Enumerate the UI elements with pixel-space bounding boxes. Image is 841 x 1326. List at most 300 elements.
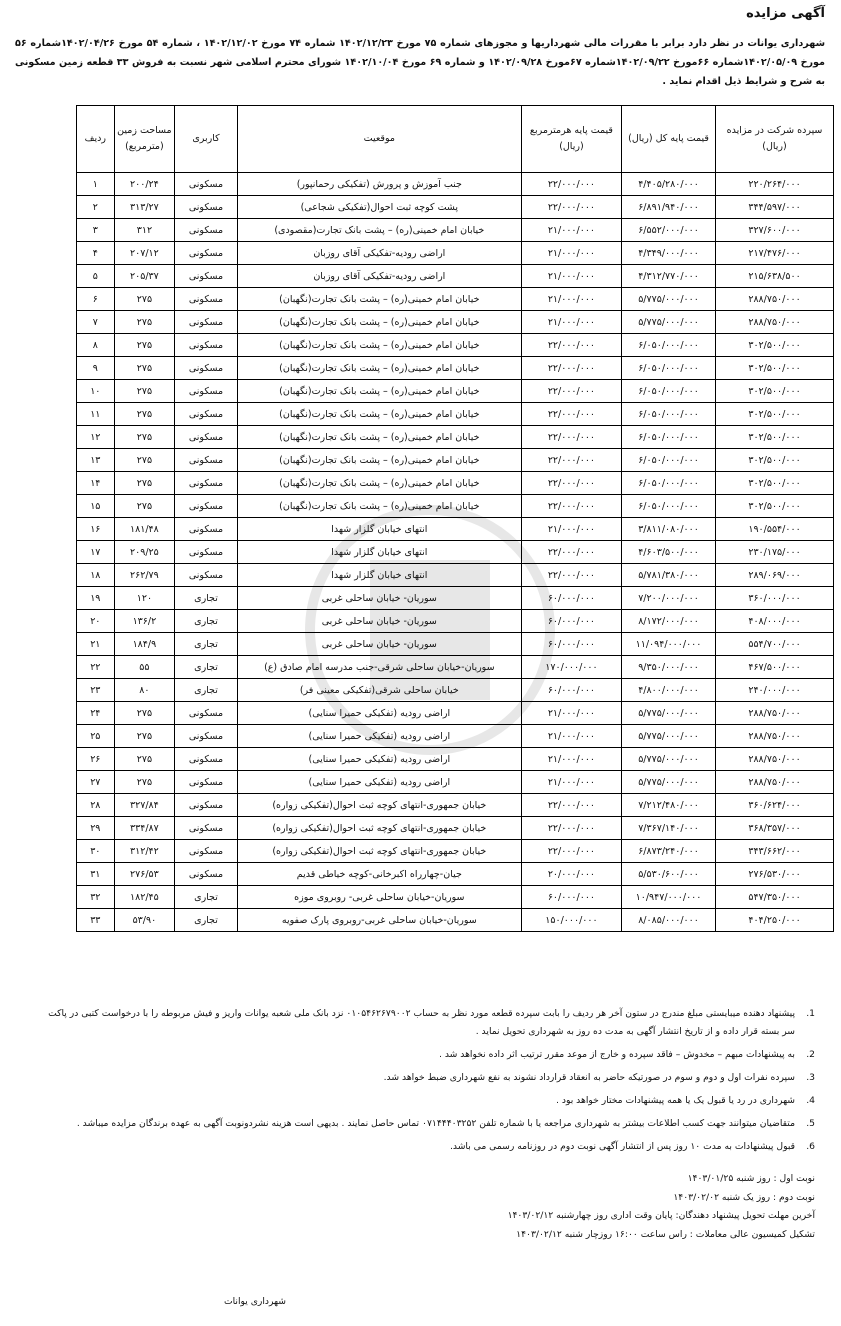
table-body	[77, 173, 834, 932]
deposit-cell: ۵۴۷/۳۵۰/۰۰۰	[716, 886, 834, 909]
location-cell: سوریان-خیابان ساحلی غربی- روبروی موزه	[237, 886, 521, 909]
usage-cell: تجاری	[175, 679, 238, 702]
header-row: ردیف	[77, 106, 115, 173]
table-row	[77, 288, 834, 311]
deposit-cell: ۲۱۵/۶۳۸/۵۰۰	[716, 265, 834, 288]
deposit-cell: ۳۰۲/۵۰۰/۰۰۰	[716, 357, 834, 380]
area-cell: ۳۳۴/۸۷	[114, 817, 175, 840]
base-price-total-cell: ۴/۸۰۰/۰۰۰/۰۰۰	[622, 679, 716, 702]
deposit-cell: ۳۰۲/۵۰۰/۰۰۰	[716, 449, 834, 472]
deposit-cell: ۲۸۸/۷۵۰/۰۰۰	[716, 702, 834, 725]
area-cell: ۲۷۵	[114, 403, 175, 426]
usage-cell: مسکونی	[175, 265, 238, 288]
table-row	[77, 794, 834, 817]
area-cell: ۵۵	[114, 656, 175, 679]
signature: شهرداری یوانات	[223, 1296, 286, 1307]
usage-cell: تجاری	[175, 587, 238, 610]
row-number-cell: ۲۳	[77, 679, 115, 702]
base-price-m2-cell: ۶۰/۰۰۰/۰۰۰	[521, 587, 621, 610]
table-row	[77, 495, 834, 518]
usage-cell: تجاری	[175, 633, 238, 656]
location-cell: انتهای خیابان گلزار شهدا	[237, 518, 521, 541]
base-price-total-cell: ۴/۳۴۹/۰۰۰/۰۰۰	[622, 242, 716, 265]
usage-cell: مسکونی	[175, 794, 238, 817]
base-price-total-cell: ۴/۳۱۲/۷۷۰/۰۰۰	[622, 265, 716, 288]
base-price-total-cell: ۴/۶۰۳/۵۰۰/۰۰۰	[622, 541, 716, 564]
usage-cell: مسکونی	[175, 403, 238, 426]
base-price-m2-cell: ۲۲/۰۰۰/۰۰۰	[521, 173, 621, 196]
base-price-m2-cell: ۲۱/۰۰۰/۰۰۰	[521, 725, 621, 748]
deposit-cell: ۳۲۷/۶۰۰/۰۰۰	[716, 219, 834, 242]
base-price-m2-cell: ۲۲/۰۰۰/۰۰۰	[521, 380, 621, 403]
condition-text: سپرده نفرات اول و دوم و سوم در صورتیکه حاضر به انعقاد قرارداد نشوند به نفع شهرداری ضبط خواهد شد.	[383, 1072, 795, 1083]
row-number-cell: ۲۲	[77, 656, 115, 679]
table-row	[77, 656, 834, 679]
row-number-cell: ۳	[77, 219, 115, 242]
usage-cell: مسکونی	[175, 771, 238, 794]
row-number-cell: ۲۰	[77, 610, 115, 633]
row-number-cell: ۲۱	[77, 633, 115, 656]
area-cell: ۲۷۵	[114, 311, 175, 334]
row-number-cell: ۱۲	[77, 426, 115, 449]
deposit-cell: ۲۸۸/۷۵۰/۰۰۰	[716, 288, 834, 311]
area-cell: ۲۷۵	[114, 288, 175, 311]
usage-cell: مسکونی	[175, 449, 238, 472]
row-number-cell: ۳۲	[77, 886, 115, 909]
area-cell: ۲۷۵	[114, 725, 175, 748]
base-price-m2-cell: ۲۱/۰۰۰/۰۰۰	[521, 288, 621, 311]
location-cell: اراضی رودیه-تفکیکی آقای روزبان	[237, 242, 521, 265]
row-number-cell: ۱۱	[77, 403, 115, 426]
base-price-total-cell: ۶/۰۵۰/۰۰۰/۰۰۰	[622, 449, 716, 472]
condition-number: 3.	[806, 1072, 815, 1083]
area-cell: ۱۲۰	[114, 587, 175, 610]
location-cell: خیابان امام خمینی(ره) – پشت بانک تجارت(مقصودی)	[237, 219, 521, 242]
condition-number: 1.	[806, 1008, 815, 1019]
base-price-total-cell: ۶/۸۹۱/۹۴۰/۰۰۰	[622, 196, 716, 219]
location-cell: خیابان امام خمینی(ره) – پشت بانک تجارت(نگهبان)	[237, 334, 521, 357]
location-cell: سوریان- خیابان ساحلی غربی	[237, 587, 521, 610]
usage-cell: مسکونی	[175, 334, 238, 357]
table-row	[77, 449, 834, 472]
usage-cell: مسکونی	[175, 725, 238, 748]
deposit-cell: ۵۵۴/۷۰۰/۰۰۰	[716, 633, 834, 656]
area-cell: ۱۳۶/۲	[114, 610, 175, 633]
row-number-cell: ۱۰	[77, 380, 115, 403]
base-price-total-cell: ۳/۸۱۱/۰۸۰/۰۰۰	[622, 518, 716, 541]
location-cell: جنب آموزش و پرورش (تفکیکی رحمانپور)	[237, 173, 521, 196]
header-location: موقعیت	[237, 106, 521, 173]
deposit-cell: ۴۶۷/۵۰۰/۰۰۰	[716, 656, 834, 679]
area-cell: ۲۰۷/۱۲	[114, 242, 175, 265]
usage-cell: مسکونی	[175, 426, 238, 449]
location-cell: خیابان ساحلی شرقی(تفکیکی معینی فر)	[237, 679, 521, 702]
deposit-cell: ۲۸۸/۷۵۰/۰۰۰	[716, 771, 834, 794]
base-price-m2-cell: ۲۱/۰۰۰/۰۰۰	[521, 242, 621, 265]
base-price-total-cell: ۶/۸۷۳/۲۴۰/۰۰۰	[622, 840, 716, 863]
usage-cell: مسکونی	[175, 357, 238, 380]
condition-text: قبول پیشنهادات به مدت ۱۰ روز پس از انتشار آگهی نوبت دوم در روزنامه رسمی می باشد.	[449, 1141, 795, 1152]
base-price-m2-cell: ۲۲/۰۰۰/۰۰۰	[521, 564, 621, 587]
usage-cell: تجاری	[175, 909, 238, 932]
second-publication: نوبت دوم : روز یک شنبه ۱۴۰۳/۰۲/۰۲	[673, 1191, 815, 1203]
area-cell: ۲۰۵/۳۷	[114, 265, 175, 288]
base-price-total-cell: ۶/۰۵۰/۰۰۰/۰۰۰	[622, 357, 716, 380]
deposit-cell: ۳۴۴/۵۹۷/۰۰۰	[716, 196, 834, 219]
area-cell: ۲۷۵	[114, 426, 175, 449]
condition-text: شهرداری در رد یا قبول یک یا همه پیشنهادات مختار خواهد بود .	[556, 1095, 795, 1106]
table-row	[77, 311, 834, 334]
base-price-m2-cell: ۲۲/۰۰۰/۰۰۰	[521, 472, 621, 495]
condition-item	[35, 1005, 815, 1041]
commission-meeting: تشکیل کمیسیون عالی معاملات : راس ساعت ۱۶:۰۰ روزچار شنبه ۱۴۰۳/۰۲/۱۲	[516, 1228, 815, 1240]
location-cell: خیابان امام خمینی(ره) – پشت بانک تجارت(نگهبان)	[237, 426, 521, 449]
base-price-m2-cell: ۲۲/۰۰۰/۰۰۰	[521, 357, 621, 380]
row-number-cell: ۹	[77, 357, 115, 380]
condition-text: پیشنهاد دهنده میبایستی مبلغ مندرج در ستون آخر هر ردیف را بابت سپرده قطعه مورد نظر به حساب ۰۱۰۵۴۶۲۶۷۹۰۰۲ نزد بانک ملی شعبه یوانات واریز و فیش مربوطه را با درخواست کتبی در پاکت سر بسته قرار داده و از تاریخ انتشار آگهی به مدت ده روز به شهرداری تحویل نماید .	[48, 1008, 795, 1037]
deposit-cell: ۳۰۲/۵۰۰/۰۰۰	[716, 403, 834, 426]
row-number-cell: ۵	[77, 265, 115, 288]
location-cell: جیان-چهارراه اکبرخانی-کوچه خیاطی قدیم	[237, 863, 521, 886]
condition-item	[35, 1092, 815, 1110]
area-cell: ۲۰۰/۲۴	[114, 173, 175, 196]
location-cell: پشت کوچه ثبت احوال(تفکیکی شجاعی)	[237, 196, 521, 219]
deposit-cell: ۱۹۰/۵۵۴/۰۰۰	[716, 518, 834, 541]
deposit-cell: ۳۰۲/۵۰۰/۰۰۰	[716, 472, 834, 495]
table-row	[77, 541, 834, 564]
base-price-total-cell: ۹/۳۵۰/۰۰۰/۰۰۰	[622, 656, 716, 679]
header-area: مساحت زمین (مترمربع)	[114, 106, 175, 173]
deposit-cell: ۲۸۸/۷۵۰/۰۰۰	[716, 311, 834, 334]
condition-item	[35, 1046, 815, 1064]
row-number-cell: ۲	[77, 196, 115, 219]
table-row	[77, 472, 834, 495]
row-number-cell: ۱۷	[77, 541, 115, 564]
auction-table	[76, 105, 834, 932]
usage-cell: مسکونی	[175, 288, 238, 311]
row-number-cell: ۳۱	[77, 863, 115, 886]
location-cell: اراضی رودیه (تفکیکی حمیرا سنایی)	[237, 702, 521, 725]
base-price-m2-cell: ۲۱/۰۰۰/۰۰۰	[521, 311, 621, 334]
row-number-cell: ۱	[77, 173, 115, 196]
table-row	[77, 840, 834, 863]
condition-number: 5.	[806, 1118, 815, 1129]
page-title: آگهی مزایده	[746, 6, 825, 21]
location-cell: اراضی رودیه (تفکیکی حمیرا سنایی)	[237, 748, 521, 771]
base-price-m2-cell: ۲۱/۰۰۰/۰۰۰	[521, 702, 621, 725]
base-price-m2-cell: ۲۲/۰۰۰/۰۰۰	[521, 794, 621, 817]
row-number-cell: ۲۸	[77, 794, 115, 817]
table-row	[77, 748, 834, 771]
area-cell: ۲۷۵	[114, 702, 175, 725]
table-row	[77, 633, 834, 656]
base-price-total-cell: ۱۱/۰۹۴/۰۰۰/۰۰۰	[622, 633, 716, 656]
deposit-cell: ۲۸۸/۷۵۰/۰۰۰	[716, 748, 834, 771]
conditions-list	[35, 1005, 815, 1161]
deposit-cell: ۲۲۰/۲۶۴/۰۰۰	[716, 173, 834, 196]
base-price-m2-cell: ۲۲/۰۰۰/۰۰۰	[521, 426, 621, 449]
base-price-m2-cell: ۲۲/۰۰۰/۰۰۰	[521, 840, 621, 863]
usage-cell: مسکونی	[175, 173, 238, 196]
base-price-total-cell: ۴/۴۰۵/۲۸۰/۰۰۰	[622, 173, 716, 196]
table-row	[77, 265, 834, 288]
area-cell: ۸۰	[114, 679, 175, 702]
area-cell: ۳۲۷/۸۴	[114, 794, 175, 817]
location-cell: خیابان امام خمینی(ره) – پشت بانک تجارت(نگهبان)	[237, 288, 521, 311]
location-cell: سوریان- خیابان ساحلی غربی	[237, 633, 521, 656]
location-cell: انتهای خیابان گلزار شهدا	[237, 541, 521, 564]
usage-cell: تجاری	[175, 610, 238, 633]
usage-cell: مسکونی	[175, 311, 238, 334]
deposit-cell: ۳۰۲/۵۰۰/۰۰۰	[716, 380, 834, 403]
row-number-cell: ۲۹	[77, 817, 115, 840]
deposit-cell: ۲۸۹/۰۶۹/۰۰۰	[716, 564, 834, 587]
base-price-total-cell: ۶/۰۵۰/۰۰۰/۰۰۰	[622, 426, 716, 449]
table-row	[77, 403, 834, 426]
base-price-total-cell: ۵/۷۷۵/۰۰۰/۰۰۰	[622, 288, 716, 311]
area-cell: ۳۱۲	[114, 219, 175, 242]
deposit-cell: ۳۰۲/۵۰۰/۰۰۰	[716, 495, 834, 518]
location-cell: خیابان امام خمینی(ره) – پشت بانک تجارت(نگهبان)	[237, 357, 521, 380]
row-number-cell: ۱۳	[77, 449, 115, 472]
area-cell: ۱۸۴/۹	[114, 633, 175, 656]
usage-cell: مسکونی	[175, 219, 238, 242]
table-row	[77, 219, 834, 242]
usage-cell: مسکونی	[175, 817, 238, 840]
usage-cell: مسکونی	[175, 472, 238, 495]
table-row	[77, 564, 834, 587]
base-price-total-cell: ۱۰/۹۴۷/۰۰۰/۰۰۰	[622, 886, 716, 909]
location-cell: انتهای خیابان گلزار شهدا	[237, 564, 521, 587]
area-cell: ۲۷۵	[114, 334, 175, 357]
usage-cell: مسکونی	[175, 518, 238, 541]
deposit-cell: ۴۰۴/۲۵۰/۰۰۰	[716, 909, 834, 932]
area-cell: ۲۷۵	[114, 495, 175, 518]
table-row	[77, 610, 834, 633]
condition-number: 4.	[806, 1095, 815, 1106]
location-cell: خیابان جمهوری-انتهای کوچه ثبت احوال(تفکیکی زواره)	[237, 840, 521, 863]
table-row	[77, 426, 834, 449]
deposit-cell: ۳۶۰/۶۲۴/۰۰۰	[716, 794, 834, 817]
condition-text: متقاضیان میتوانند جهت کسب اطلاعات بیشتر به شهرداری مراجعه یا با شماره تلفن ۰۷۱۴۴۴۰۳۲۵۲ تماس حاصل نمایند . بدیهی است هزینه نشردونوبت آگهی به عهده برندگان مزایده میباشد .	[76, 1118, 795, 1129]
area-cell: ۳۱۳/۲۷	[114, 196, 175, 219]
base-price-total-cell: ۷/۲۱۲/۴۸۰/۰۰۰	[622, 794, 716, 817]
header-base-price-total: قیمت پایه کل (ریال)	[622, 106, 716, 173]
deposit-cell: ۲۸۸/۷۵۰/۰۰۰	[716, 725, 834, 748]
location-cell: خیابان امام خمینی(ره) – پشت بانک تجارت(نگهبان)	[237, 311, 521, 334]
area-cell: ۲۷۶/۵۳	[114, 863, 175, 886]
base-price-m2-cell: ۲۱/۰۰۰/۰۰۰	[521, 518, 621, 541]
table-row	[77, 518, 834, 541]
area-cell: ۳۱۲/۴۲	[114, 840, 175, 863]
base-price-m2-cell: ۱۵۰/۰۰۰/۰۰۰	[521, 909, 621, 932]
row-number-cell: ۱۵	[77, 495, 115, 518]
deposit-cell: ۴۰۸/۰۰۰/۰۰۰	[716, 610, 834, 633]
area-cell: ۲۷۵	[114, 357, 175, 380]
base-price-m2-cell: ۶۰/۰۰۰/۰۰۰	[521, 610, 621, 633]
usage-cell: تجاری	[175, 656, 238, 679]
row-number-cell: ۳۳	[77, 909, 115, 932]
location-cell: خیابان جمهوری-انتهای کوچه ثبت احوال(تفکیکی زواره)	[237, 817, 521, 840]
usage-cell: مسکونی	[175, 380, 238, 403]
area-cell: ۲۰۹/۲۵	[114, 541, 175, 564]
base-price-total-cell: ۸/۰۸۵/۰۰۰/۰۰۰	[622, 909, 716, 932]
condition-item	[35, 1138, 815, 1156]
base-price-total-cell: ۷/۳۶۷/۱۴۰/۰۰۰	[622, 817, 716, 840]
area-cell: ۲۷۵	[114, 748, 175, 771]
base-price-m2-cell: ۲۱/۰۰۰/۰۰۰	[521, 265, 621, 288]
submission-deadline: آخرین مهلت تحویل پیشنهاد دهندگان: پایان وقت اداری روز چهارشنبه ۱۴۰۳/۰۲/۱۲	[507, 1210, 815, 1221]
usage-cell: مسکونی	[175, 242, 238, 265]
base-price-m2-cell: ۲۲/۰۰۰/۰۰۰	[521, 449, 621, 472]
base-price-total-cell: ۵/۵۳۰/۶۰۰/۰۰۰	[622, 863, 716, 886]
location-cell: سوریان-خیابان ساحلی شرقی-جنب مدرسه امام صادق (ع)	[237, 656, 521, 679]
table-row	[77, 380, 834, 403]
base-price-m2-cell: ۱۷۰/۰۰۰/۰۰۰	[521, 656, 621, 679]
base-price-m2-cell: ۲۲/۰۰۰/۰۰۰	[521, 817, 621, 840]
base-price-total-cell: ۵/۷۷۵/۰۰۰/۰۰۰	[622, 311, 716, 334]
base-price-total-cell: ۶/۰۵۰/۰۰۰/۰۰۰	[622, 380, 716, 403]
base-price-total-cell: ۵/۷۷۵/۰۰۰/۰۰۰	[622, 702, 716, 725]
location-cell: خیابان امام خمینی(ره) – پشت بانک تجارت(نگهبان)	[237, 403, 521, 426]
base-price-m2-cell: ۶۰/۰۰۰/۰۰۰	[521, 679, 621, 702]
condition-item	[35, 1115, 815, 1133]
row-number-cell: ۱۶	[77, 518, 115, 541]
deposit-cell: ۲۷۶/۵۳۰/۰۰۰	[716, 863, 834, 886]
first-publication: نوبت اول : روز شنبه ۱۴۰۳/۰۱/۲۵	[687, 1173, 815, 1184]
base-price-m2-cell: ۲۲/۰۰۰/۰۰۰	[521, 495, 621, 518]
deposit-cell: ۳۰۲/۵۰۰/۰۰۰	[716, 334, 834, 357]
row-number-cell: ۱۴	[77, 472, 115, 495]
table-header-row	[77, 106, 834, 173]
table-row	[77, 909, 834, 932]
base-price-total-cell: ۶/۰۵۰/۰۰۰/۰۰۰	[622, 403, 716, 426]
row-number-cell: ۲۷	[77, 771, 115, 794]
row-number-cell: ۲۵	[77, 725, 115, 748]
base-price-m2-cell: ۲۲/۰۰۰/۰۰۰	[521, 334, 621, 357]
base-price-total-cell: ۶/۵۵۲/۰۰۰/۰۰۰	[622, 219, 716, 242]
deposit-cell: ۲۳۰/۱۷۵/۰۰۰	[716, 541, 834, 564]
usage-cell: مسکونی	[175, 564, 238, 587]
usage-cell: مسکونی	[175, 541, 238, 564]
location-cell: خیابان امام خمینی(ره) – پشت بانک تجارت(نگهبان)	[237, 380, 521, 403]
usage-cell: مسکونی	[175, 702, 238, 725]
table-row	[77, 886, 834, 909]
usage-cell: مسکونی	[175, 863, 238, 886]
area-cell: ۲۶۲/۷۹	[114, 564, 175, 587]
table-row	[77, 863, 834, 886]
base-price-m2-cell: ۲۰/۰۰۰/۰۰۰	[521, 863, 621, 886]
area-cell: ۲۷۵	[114, 472, 175, 495]
row-number-cell: ۲۶	[77, 748, 115, 771]
deposit-cell: ۲۴۰/۰۰۰/۰۰۰	[716, 679, 834, 702]
base-price-total-cell: ۶/۰۵۰/۰۰۰/۰۰۰	[622, 472, 716, 495]
area-cell: ۲۷۵	[114, 380, 175, 403]
header-base-price-m2: قیمت پایه هرمترمربع (ریال)	[521, 106, 621, 173]
deposit-cell: ۲۱۷/۴۷۶/۰۰۰	[716, 242, 834, 265]
table-row	[77, 587, 834, 610]
base-price-total-cell: ۵/۷۸۱/۳۸۰/۰۰۰	[622, 564, 716, 587]
row-number-cell: ۴	[77, 242, 115, 265]
row-number-cell: ۶	[77, 288, 115, 311]
deposit-cell: ۳۰۲/۵۰۰/۰۰۰	[716, 426, 834, 449]
base-price-m2-cell: ۲۲/۰۰۰/۰۰۰	[521, 196, 621, 219]
table-row	[77, 196, 834, 219]
condition-number: 6.	[806, 1141, 815, 1152]
row-number-cell: ۱۸	[77, 564, 115, 587]
base-price-total-cell: ۵/۷۷۵/۰۰۰/۰۰۰	[622, 771, 716, 794]
area-cell: ۲۷۵	[114, 449, 175, 472]
table-row	[77, 725, 834, 748]
condition-number: 2.	[806, 1049, 815, 1060]
row-number-cell: ۳۰	[77, 840, 115, 863]
base-price-m2-cell: ۲۱/۰۰۰/۰۰۰	[521, 748, 621, 771]
table-row	[77, 702, 834, 725]
header-usage: کاربری	[175, 106, 238, 173]
base-price-total-cell: ۶/۰۵۰/۰۰۰/۰۰۰	[622, 334, 716, 357]
row-number-cell: ۷	[77, 311, 115, 334]
usage-cell: مسکونی	[175, 840, 238, 863]
row-number-cell: ۲۴	[77, 702, 115, 725]
location-cell: اراضی رودیه (تفکیکی حمیرا سنایی)	[237, 771, 521, 794]
base-price-total-cell: ۷/۲۰۰/۰۰۰/۰۰۰	[622, 587, 716, 610]
base-price-total-cell: ۸/۱۷۲/۰۰۰/۰۰۰	[622, 610, 716, 633]
area-cell: ۵۳/۹۰	[114, 909, 175, 932]
base-price-m2-cell: ۲۱/۰۰۰/۰۰۰	[521, 219, 621, 242]
deposit-cell: ۳۶۰/۰۰۰/۰۰۰	[716, 587, 834, 610]
deposit-cell: ۳۶۸/۳۵۷/۰۰۰	[716, 817, 834, 840]
location-cell: سوریان-خیابان ساحلی غربی-روبروی پارک صفویه	[237, 909, 521, 932]
table-row	[77, 242, 834, 265]
base-price-m2-cell: ۲۲/۰۰۰/۰۰۰	[521, 541, 621, 564]
base-price-m2-cell: ۲۲/۰۰۰/۰۰۰	[521, 403, 621, 426]
header-deposit: سپرده شرکت در مزایده (ریال)	[716, 106, 834, 173]
location-cell: اراضی رودیه-تفکیکی آقای روزبان	[237, 265, 521, 288]
deposit-cell: ۳۴۳/۶۶۲/۰۰۰	[716, 840, 834, 863]
table-row	[77, 357, 834, 380]
usage-cell: مسکونی	[175, 495, 238, 518]
table-row	[77, 817, 834, 840]
condition-text: به پیشنهادات مبهم – مخدوش – فاقد سپرده و خارج از موعد مقرر ترتیب اثر داده نخواهد شد .	[438, 1049, 795, 1060]
intro-paragraph: شهرداری یوانات در نظر دارد برابر با مقررات مالی شهرداریها و مجوزهای شماره ۷۵ مورخ ۱۴۰۲/۱۲/۲۳ شماره ۷۴ مورخ ۱۴۰۲/۱۲/۰۲ ، شماره ۵۴ مورخ ۱۴۰۲/۰۴/۲۶شماره ۵۶ مورخ ۱۴۰۲/۰۵/۰۹شماره ۶۶مورخ ۱۴۰۲/۰۹/۲۲شماره ۶۷مورخ ۱۴۰۲/۰۹/۲۸ و شماره ۶۹ مورخ ۱۴۰۲/۱۰/۰۴ شورای محترم اسلامی شهر نسبت به فروش ۳۳ قطعه زمین مسکونی به شرح و شرایط ذیل اقدام نماید .	[15, 38, 826, 87]
area-cell: ۱۸۱/۴۸	[114, 518, 175, 541]
base-price-m2-cell: ۶۰/۰۰۰/۰۰۰	[521, 886, 621, 909]
area-cell: ۱۸۲/۴۵	[114, 886, 175, 909]
location-cell: خیابان امام خمینی(ره) – پشت بانک تجارت(نگهبان)	[237, 449, 521, 472]
location-cell: خیابان امام خمینی(ره) – پشت بانک تجارت(نگهبان)	[237, 472, 521, 495]
location-cell: خیابان امام خمینی(ره) – پشت بانک تجارت(نگهبان)	[237, 495, 521, 518]
row-number-cell: ۸	[77, 334, 115, 357]
row-number-cell: ۱۹	[77, 587, 115, 610]
footer-dates	[508, 1170, 815, 1244]
location-cell: سوریان- خیابان ساحلی غربی	[237, 610, 521, 633]
base-price-total-cell: ۶/۰۵۰/۰۰۰/۰۰۰	[622, 495, 716, 518]
condition-item	[35, 1069, 815, 1087]
location-cell: اراضی رودیه (تفکیکی حمیرا سنایی)	[237, 725, 521, 748]
usage-cell: مسکونی	[175, 748, 238, 771]
table-row	[77, 771, 834, 794]
area-cell: ۲۷۵	[114, 771, 175, 794]
base-price-total-cell: ۵/۷۷۵/۰۰۰/۰۰۰	[622, 725, 716, 748]
usage-cell: تجاری	[175, 886, 238, 909]
base-price-m2-cell: ۶۰/۰۰۰/۰۰۰	[521, 633, 621, 656]
base-price-total-cell: ۵/۷۷۵/۰۰۰/۰۰۰	[622, 748, 716, 771]
table-row	[77, 334, 834, 357]
location-cell: خیابان جمهوری-انتهای کوچه ثبت احوال(تفکیکی زواره)	[237, 794, 521, 817]
table-row	[77, 173, 834, 196]
base-price-m2-cell: ۲۱/۰۰۰/۰۰۰	[521, 771, 621, 794]
usage-cell: مسکونی	[175, 196, 238, 219]
